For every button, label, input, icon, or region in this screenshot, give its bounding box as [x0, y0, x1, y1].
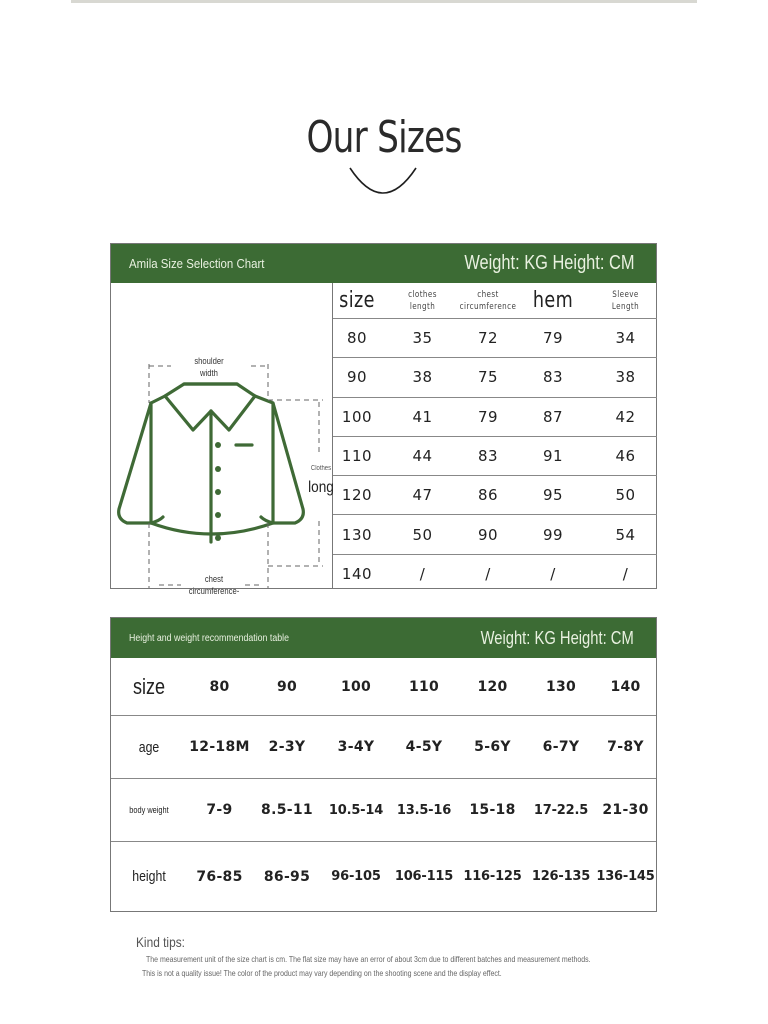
- age-cell: 6-7Y: [542, 739, 580, 755]
- top-divider: [71, 0, 697, 3]
- clothes-length-value: 50: [412, 525, 433, 544]
- sleeve-value: 50: [615, 486, 636, 505]
- col-size: size: [339, 287, 375, 313]
- units-label: Weight: KG Height: CM: [480, 627, 634, 648]
- height-weight-recommendation-table: [110, 617, 657, 912]
- hem-value: 79: [542, 329, 564, 348]
- chest-value: 72: [477, 329, 499, 348]
- size-value: 130: [341, 525, 373, 544]
- chest-value: 83: [477, 447, 499, 466]
- page-title: Our Sizes: [306, 112, 462, 163]
- height-cell: 86-95: [263, 868, 311, 885]
- size-selection-chart: [110, 243, 657, 596]
- weight-cell: 21-30: [602, 802, 649, 818]
- height-cell: 116-125: [463, 869, 522, 884]
- height-cell: 126-135: [531, 869, 591, 884]
- weight-cell: 10.5-14: [328, 802, 384, 818]
- table-row: [333, 398, 657, 437]
- clothes-length-value: 38: [412, 368, 433, 387]
- height-row: [111, 842, 656, 911]
- weight-cell: 13.5-16: [396, 802, 452, 818]
- body-weight-row: [111, 779, 656, 842]
- size-cell: 140: [610, 678, 641, 695]
- hem-value: 83: [542, 368, 564, 387]
- size-value: 120: [341, 486, 373, 505]
- size-chart-header: [111, 244, 656, 283]
- weight-cell: 7-9: [206, 802, 233, 818]
- shirt-diagram: [111, 283, 334, 596]
- clothes-length-value: /: [419, 565, 426, 584]
- chest-value: /: [485, 565, 491, 584]
- row-label-size: size: [132, 673, 166, 699]
- table-row: [333, 555, 657, 594]
- height-cell: 76-85: [196, 868, 243, 885]
- col-hem: hem: [532, 287, 574, 313]
- clothes-length-value: 47: [412, 486, 433, 505]
- age-row: [111, 716, 656, 779]
- size-value: 140: [341, 565, 373, 584]
- circumference-label: circumference-: [188, 586, 240, 596]
- height-cell: 96-105: [331, 869, 381, 884]
- hem-value: 99: [542, 525, 564, 544]
- weight-cell: 17-22.5: [533, 802, 589, 818]
- age-cell: 2-3Y: [268, 739, 306, 755]
- size-cell: 120: [477, 678, 508, 695]
- sleeve-value: /: [622, 565, 629, 584]
- sleeve-value: 54: [615, 525, 636, 544]
- age-cell: 7-8Y: [607, 739, 644, 755]
- chest-label: chest: [204, 574, 224, 584]
- kind-tips: [136, 934, 688, 978]
- size-value: 90: [346, 368, 368, 387]
- age-cell: 5-6Y: [474, 739, 511, 755]
- chest-value: 86: [477, 486, 499, 505]
- table-row: [333, 358, 657, 397]
- table-row: [333, 319, 657, 358]
- row-label-height: height: [132, 868, 166, 885]
- size-cell: 110: [408, 678, 440, 695]
- tips-line-color: This is not a quality issue! The color of the product may vary depending on the shooting scene and the display effect.: [142, 968, 502, 978]
- size-cell: 90: [276, 678, 298, 695]
- sleeve-value: 34: [615, 329, 636, 348]
- recommendation-title: Height and weight recommendation table: [129, 632, 289, 644]
- weight-cell: 8.5-11: [261, 802, 313, 818]
- size-chart-title: Amila Size Selection Chart: [129, 256, 265, 271]
- col-clothes-length: clothes length: [408, 289, 437, 312]
- sleeve-value: 38: [615, 368, 636, 387]
- size-cell: 130: [545, 678, 577, 695]
- size-value: 80: [346, 329, 368, 348]
- age-cell: 12-18M: [189, 739, 250, 755]
- smile-arc-decoration: [347, 166, 419, 198]
- sleeve-value: 46: [615, 447, 636, 466]
- units-label: Weight: KG Height: CM: [463, 252, 634, 274]
- clothes-length-value: 44: [412, 447, 433, 466]
- row-label-body-weight: body weight: [129, 805, 169, 815]
- table-row: [333, 476, 657, 515]
- size-value: 110: [341, 447, 373, 466]
- shoulder-label: shoulder: [194, 356, 224, 366]
- clothes-label: Clothes: [310, 465, 332, 472]
- col-chest-circumference: chest circumference: [459, 289, 517, 312]
- chest-value: 90: [477, 525, 499, 544]
- size-row: [111, 658, 656, 716]
- shirt-icon: [111, 283, 333, 588]
- width-label: width: [200, 368, 218, 378]
- hem-value: 95: [542, 486, 564, 505]
- sleeve-value: 42: [615, 407, 636, 426]
- row-label-age: age: [138, 738, 160, 756]
- hem-value: 91: [542, 447, 564, 466]
- size-measurement-table: [333, 283, 657, 588]
- size-cell: 100: [340, 678, 372, 695]
- hem-value: /: [550, 565, 556, 584]
- long-label: long: [308, 479, 334, 496]
- size-cell: 80: [209, 678, 230, 695]
- recommendation-header: [111, 618, 656, 658]
- tips-line-measurement: The measurement unit of the size chart is cm. The flat size may have an error of about 3cm due to different batches and measurement methods.: [146, 954, 591, 964]
- col-sleeve-length: Sleeve Length: [611, 289, 640, 312]
- weight-cell: 15-18: [469, 802, 516, 818]
- hem-value: 87: [542, 407, 564, 426]
- table-row: [333, 437, 657, 476]
- table-row: [333, 515, 657, 554]
- tips-title: Kind tips:: [136, 934, 185, 950]
- table-header-row: [333, 283, 657, 319]
- chest-value: 79: [477, 407, 499, 426]
- age-cell: 3-4Y: [337, 739, 375, 755]
- chest-value: 75: [477, 368, 499, 387]
- height-cell: 106-115: [394, 869, 454, 884]
- clothes-length-value: 35: [412, 329, 433, 348]
- size-value: 100: [341, 407, 373, 426]
- age-cell: 4-5Y: [405, 739, 443, 755]
- clothes-length-value: 41: [412, 407, 433, 426]
- height-cell: 136-145: [596, 869, 655, 884]
